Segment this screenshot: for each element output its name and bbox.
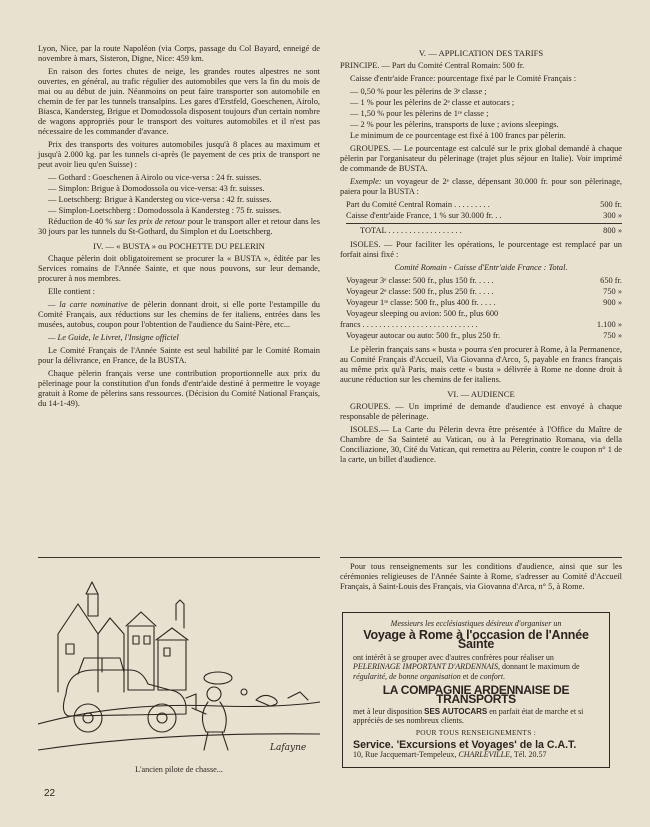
paragraph-transport-prices: Prix des transports des voitures automobiles jusqu'à 8 places au maximum et jusqu'à 2.000 kg. par les tunnels ci-après (le payement de ces prix de transport ne peut avoir lieu qu'en Suisse) : xyxy=(38,140,320,169)
paragraph-principe: PRINCIPE. — Part du Comité Central Romain: 500 fr. xyxy=(340,61,525,70)
paragraph-isoles: ISOLES. — Pour faciliter les opérations, le pourcentage est remplacé par un forfait ainsi fixé : xyxy=(340,240,622,259)
paragraph-busta-rome: Le pèlerin français sans « busta » pourra s'en procurer à Rome, à la Permanence, au Comité Français d'Accueil, Via Giovanna d'Arco, 5, payable en francs français au même prix qu'à Paris, mais cette « busta » délivrée à Rome ne donne droit à aucune réduction sur les chemins de fer italiens. xyxy=(340,345,622,384)
voyageur-row: Voyageur 3ᵉ classe: 500 fr., plus 150 fr. . . . . 650 fr. xyxy=(346,276,622,285)
paragraph-comite: Le Comité Français de l'Année Sainte est seul habilité par le Comité Romain pour la délivrance, en France, de la BUSTA. xyxy=(38,346,320,365)
calc-total: TOTAL . . . . . . . . . . . . . . . . . . 800 » xyxy=(346,223,622,236)
voyageur-row: Voyageur 1ʳᵉ classe: 500 fr., plus 400 fr. . . . . 900 » xyxy=(346,298,622,307)
tariff-loetschberg: — Loetschberg: Brigue à Kandersteg ou vice-versa : 42 fr. suisses. xyxy=(48,195,272,204)
right-column xyxy=(340,44,622,468)
paragraph-audience-groupes: GROUPES. — Un imprimé de demande d'audience est envoyé à chaque responsable de pèlerinage. xyxy=(340,402,622,421)
paragraph-caisse: Caisse d'entr'aide France: pourcentage fixé par le Comité Français : xyxy=(350,74,577,83)
ad-company: LA COMPAGNIE ARDENNAISE DE TRANSPORTS xyxy=(382,682,570,707)
pct-line-2: — 1 % pour les pèlerins de 2ᵉ classe et autocars ; xyxy=(350,98,515,107)
ad-renseignements-label: POUR TOUS RENSEIGNEMENTS : xyxy=(415,727,537,737)
cartoon-caption: L'ancien pilote de chasse... xyxy=(135,765,223,774)
paragraph-busta: Chaque pèlerin doit obligatoirement se procurer la « BUSTA », éditée par les Services romains de l'Année Sainte, et que nous pouvons, sur leur demande, procurer à nos membres. xyxy=(38,254,320,283)
pct-line-4: — 2 % pour les pèlerins, transports de luxe ; avions sleepings. xyxy=(350,120,559,129)
voyageur-row: Voyageur 2ᵉ classe: 500 fr., plus 250 fr. . . . . 750 » xyxy=(346,287,622,296)
heading-tarifs: V. — APPLICATION DES TARIFS xyxy=(418,48,544,58)
voyageur-sleeping-label: Voyageur sleeping ou avion: 500 fr., plus 600 xyxy=(346,309,499,318)
heading-audience: VI. — AUDIENCE xyxy=(447,389,515,399)
ad-body-1: ont intérêt à se grouper avec d'autres confrères pour réaliser un PELERINAGE IMPORTANT D'ARDENNAIS, donnant le maximum de régularité, de bonne organisation et de confort. xyxy=(353,652,580,681)
paragraph-reduction: Réduction de 40 % sur les prix de retour pour le transport aller et retour dans les 30 jours par les tunnels du St-Gothard, du Simplon et du Loetschberg. xyxy=(38,217,321,236)
tariff-gothard: — Gothard : Goeschenen à Airolo ou vice-versa : 24 fr. suisses. xyxy=(48,173,262,182)
voyageur-sleeping-row: francs . . . . . . . . . . . . . . . . . . . . . . . . . . . . 1.100 » xyxy=(340,320,622,329)
cartoon-illustration xyxy=(38,574,320,762)
paragraph-carte: — la carte nominative de pèlerin donnant droit, si elle porte l'estampille du Comité Français, aux réductions sur les chemins de fer italiens, entrées dans les musées, autobus, coupon pour l'obtention de l'audience du Saint-Père, etc... xyxy=(38,300,320,329)
pct-line-1: — 0,50 % pour les pèlerins de 3ᵉ classe ; xyxy=(350,87,487,96)
pct-line-3: — 1,50 % pour les pèlerins de 1ʳᵉ classe ; xyxy=(350,109,489,118)
house-icon xyxy=(58,604,98,692)
ad-intro: Messieurs les ecclésiastiques désireux d'organiser un xyxy=(390,619,562,628)
comite-line: Comité Romain - Caisse d'Entr'aide France : Total. xyxy=(394,263,568,272)
paragraph-snow: En raison des fortes chutes de neige, les grandes routes alpestres ne sont ouvertes, en général, au trafic régulier des automobiles que vers la fin du mois de mai ou au début de juin. Néanmoins on peut faire transporter son automobile en chemin de fer par les tunnels transalpins. Les gares d'Erstfeld, Goeschenen, Airolo, Biasca, Kandersteg, Brigue et Domodossola disposent toujours d'un certain nombre de wagons appropriés pour le transport des voitures automobiles et il n'est pas nécessaire de les commander d'avance. xyxy=(38,67,320,136)
calc-row: Caisse d'entr'aide France, 1 % sur 30.000 fr. . . 300 » xyxy=(346,211,622,220)
paragraph-minimum: Le minimum de ce pourcentage est fixé à 100 francs par pèlerin. xyxy=(350,131,566,140)
paragraph-contribution: Chaque pèlerin français verse une contribution proportionnelle aux prix du pèlerinage pour la constitution d'un fonds d'entr'aide destiné à permettre le voyage gratuit à Rome de pèlerins sans ressources. (Décision du Comité National Français, du 14-1-49). xyxy=(38,369,320,408)
voyageur-autocar-row: Voyageur autocar ou auto: 500 fr., plus 250 fr. 750 » xyxy=(346,331,622,340)
divider-right xyxy=(340,557,622,558)
paragraph-renseignements: Pour tous renseignements sur les conditions d'audience, ainsi que sur les cérémonies religieuses de l'Année Sainte à Rome, s'adresser au Comité d'Accueil Français, à Saint-Louis des Français, via Giovanna d'Arca, n° 5, à Rome. xyxy=(340,562,622,591)
paragraph-guide: — Le Guide, le Livret, l'Insigne officiel xyxy=(48,333,179,342)
left-column xyxy=(38,44,320,412)
paragraph-audience-isoles: ISOLES.— La Carte du Pèlerin devra être présentée à l'Office du Maître de Chambre de Sa Sainteté au Vatican, ou à la Peregrinatio Romana, via della Conciliazione, 30, Cité du Vatican, qui remettra au Pèlerin, contre le coupon n° 1 de la carte, un billet d'audience. xyxy=(340,425,622,464)
tariff-simplon-loetschberg: — Simplon-Loetschberg : Domodossola à Kandersteg : 75 fr. suisses. xyxy=(48,206,282,215)
ad-service: Service. 'Excursions et Voyages' de la C.A.T. xyxy=(353,738,577,751)
divider-left xyxy=(38,557,320,558)
artist-signature: Lafayne xyxy=(270,743,307,753)
paragraph-groupes: GROUPES. — Le pourcentage est calculé sur le prix global demandé à chaque pèlerin par l'organisateur du pèlerinage (trajet plus séjour en Italie). Voir imprimé de commande de BUSTA. xyxy=(340,144,622,173)
paragraph-route-napoleon: Lyon, Nice, par la route Napoléon (via Corps, passage du Col Bayard, enneigé de novembre à mars, Sisteron, Digne, Nice: 459 km. xyxy=(38,44,320,63)
tariff-simplon: — Simplon: Brigue à Domodossola ou vice-versa: 43 fr. suisses. xyxy=(48,184,265,193)
paragraph-contents: Elle contient : xyxy=(48,287,95,296)
page-number: 22 xyxy=(44,788,56,799)
renseignements-block xyxy=(340,562,622,595)
ad-title: Voyage à Rome à l'occasion de l'Année Sainte xyxy=(363,627,589,652)
heading-busta: IV. — « BUSTA » ou POCHETTE DU PELERIN xyxy=(93,241,265,251)
car-icon xyxy=(63,670,186,716)
advertisement-box xyxy=(342,612,610,768)
calc-row: Part du Comité Central Romain . . . . . . . . . 500 fr. xyxy=(346,200,622,209)
ad-body-2: met à leur disposition SES AUTOCARS en parfait état de marche et si appréciés de ses nombreux clients. xyxy=(353,706,584,726)
ad-address: 10, Rue Jacquemart-Tempeleux, CHARLEVILLE, Tél. 20.57 xyxy=(353,750,547,760)
paragraph-exemple: Exemple: un voyageur de 2ᵉ classe, dépensant 30.000 fr. pour son pèlerinage, paiera pour la BUSTA : xyxy=(340,177,623,196)
